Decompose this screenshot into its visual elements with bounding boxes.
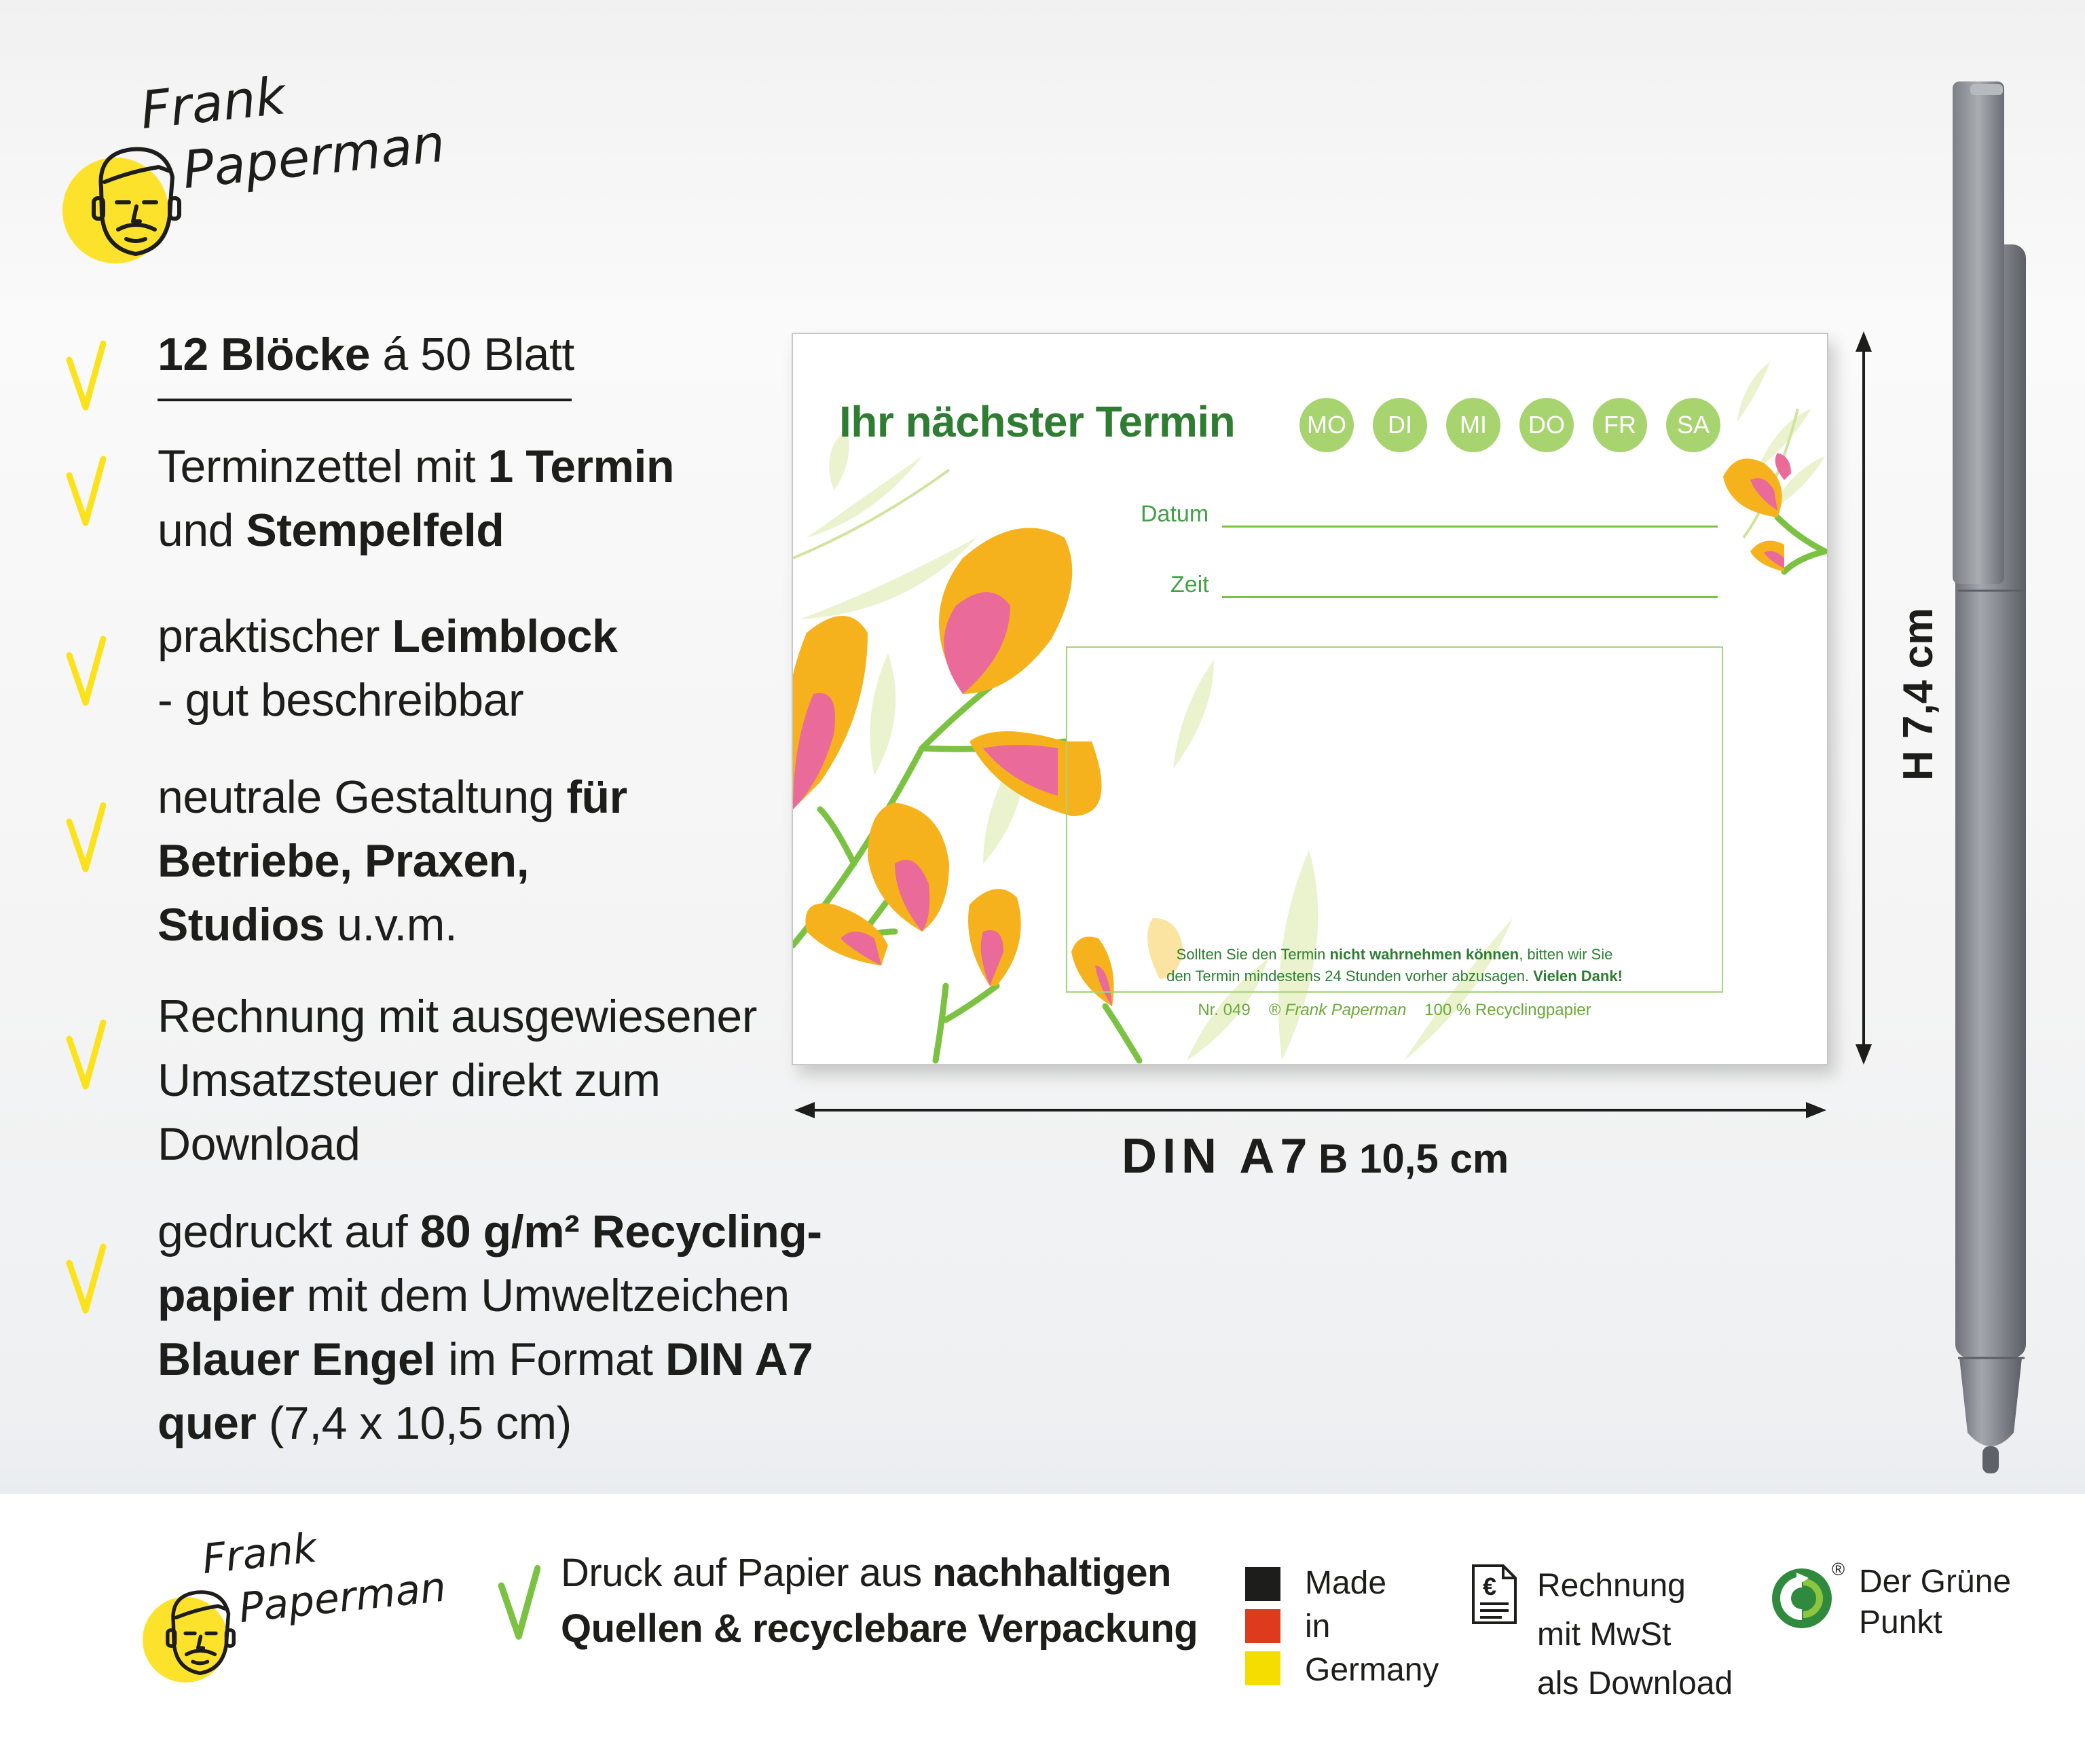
text-run: - gut beschreibbar xyxy=(158,674,524,726)
date-line[interactable] xyxy=(1222,526,1718,528)
check-icon xyxy=(65,455,106,530)
text-run: Sollten Sie den Termin xyxy=(1176,946,1330,963)
card-title: Ihr nächster Termin xyxy=(839,397,1236,446)
logo-name-line1: Frank xyxy=(200,1524,319,1583)
card-footer-paper: 100 % Recyclingpapier xyxy=(1424,1001,1591,1019)
logo-name-line2: Paperman xyxy=(179,112,448,200)
check-icon xyxy=(65,635,106,710)
bold-text: 1 Termin xyxy=(487,441,674,492)
feature-appointment xyxy=(158,435,850,562)
text-run: Umsatzsteuer direkt zum xyxy=(158,1054,661,1106)
bold-text: Vielen Dank! xyxy=(1533,968,1623,985)
text-run: den Termin mindestens 24 Stunden vorher abzusagen. xyxy=(1166,968,1534,985)
time-label: Zeit xyxy=(1170,572,1209,598)
card-number: Nr. 049 xyxy=(1198,1001,1251,1019)
gruener-punkt-icon xyxy=(1769,1566,1834,1631)
width-label: B 10,5 cm xyxy=(1318,1136,1509,1181)
text-run: gedruckt auf xyxy=(158,1206,420,1257)
text-run: Download xyxy=(158,1118,361,1170)
logo-face-icon xyxy=(160,1585,239,1680)
date-label: Datum xyxy=(1141,501,1209,527)
stamp-field[interactable] xyxy=(1066,646,1723,993)
text-run: u.v.m. xyxy=(324,899,458,951)
text-run: á 50 Blatt xyxy=(370,329,574,380)
day-circle-di: DI xyxy=(1373,398,1427,452)
height-arrow xyxy=(1847,331,1881,1065)
cancellation-notice xyxy=(1066,944,1723,987)
check-icon xyxy=(65,339,106,414)
text-run: mit dem Umweltzeichen xyxy=(294,1270,790,1321)
text-run: Druck auf Papier aus xyxy=(561,1551,933,1595)
feature-neutral-design xyxy=(158,765,850,957)
check-icon xyxy=(497,1563,540,1644)
check-icon xyxy=(65,801,106,876)
card-footer-brand: ® Frank Paperman xyxy=(1268,1001,1407,1019)
invoice-download-note: Rechnung mit MwSt als Download xyxy=(1537,1568,1733,1702)
text-run: , bitten wir Sie xyxy=(1519,946,1613,963)
made-in-germany: Made in Germany xyxy=(1305,1565,1439,1688)
flag-stripe-black xyxy=(1245,1567,1280,1601)
bold-text: Leimblock xyxy=(392,610,618,662)
brand-logo-bottom xyxy=(140,1524,449,1692)
feature-underline xyxy=(158,399,572,401)
text-run: praktischer xyxy=(158,610,392,662)
appointment-note-card xyxy=(792,333,1828,1065)
text-run: Terminzettel mit xyxy=(158,441,488,492)
day-circle-do: DO xyxy=(1519,398,1574,452)
euro-symbol: € xyxy=(1483,1573,1497,1600)
sustainability-note xyxy=(561,1545,1198,1657)
bold-text: Stempelfeld xyxy=(246,504,504,556)
logo-name-line2: Paperman xyxy=(236,1563,449,1632)
bold-text: papier xyxy=(158,1270,295,1321)
bold-text: quer xyxy=(158,1397,257,1449)
flag-stripe-gold xyxy=(1245,1651,1280,1685)
bold-text: DIN A7 xyxy=(665,1334,813,1385)
brand-logo-top xyxy=(60,65,448,272)
logo-name-line1: Frank xyxy=(137,65,289,141)
bold-text: 80 g/m² Recycling- xyxy=(420,1206,822,1257)
logo-face-icon xyxy=(84,140,186,262)
height-label: H 7,4 cm xyxy=(1895,607,1942,781)
text-run: neutrale Gestaltung xyxy=(158,771,567,823)
feature-blocks xyxy=(158,323,850,386)
bold-text: Quellen & recyclebare Verpackung xyxy=(561,1606,1198,1651)
text-run: und xyxy=(158,504,246,556)
feature-paper xyxy=(158,1200,850,1455)
bold-text: nicht wahrnehmen können xyxy=(1329,946,1519,963)
check-icon xyxy=(65,1018,106,1093)
bold-text: nachhaltigen xyxy=(932,1551,1171,1595)
check-icon xyxy=(65,1243,106,1317)
feature-glue-block xyxy=(158,604,850,732)
text-run: (7,4 x 10,5 cm) xyxy=(256,1397,572,1449)
bold-text: Betriebe, Praxen, xyxy=(158,835,530,887)
day-circle-fr: FR xyxy=(1593,398,1647,452)
width-arrow xyxy=(794,1093,1826,1127)
bold-text: 12 Blöcke xyxy=(158,329,371,380)
day-circle-mi: MI xyxy=(1446,398,1500,452)
text-run: im Format xyxy=(435,1334,665,1385)
registered-mark: ® xyxy=(1832,1559,1845,1579)
gruener-punkt-label: Der Grüne Punkt xyxy=(1859,1564,2012,1640)
time-line[interactable] xyxy=(1222,596,1718,598)
bold-text: Studios xyxy=(158,899,325,951)
pen-illustration xyxy=(1928,75,2064,1487)
day-circle-mo: MO xyxy=(1299,398,1354,452)
text-run: Rechnung mit ausgewiesener xyxy=(158,991,757,1042)
format-label: DIN A7 xyxy=(1122,1129,1313,1183)
feature-invoice xyxy=(158,985,850,1176)
card-footer xyxy=(1066,1001,1723,1020)
bold-text: für xyxy=(566,771,627,823)
day-circle-sa: SA xyxy=(1666,398,1720,452)
bold-text: Blauer Engel xyxy=(158,1334,436,1385)
flag-stripe-red xyxy=(1245,1609,1280,1643)
